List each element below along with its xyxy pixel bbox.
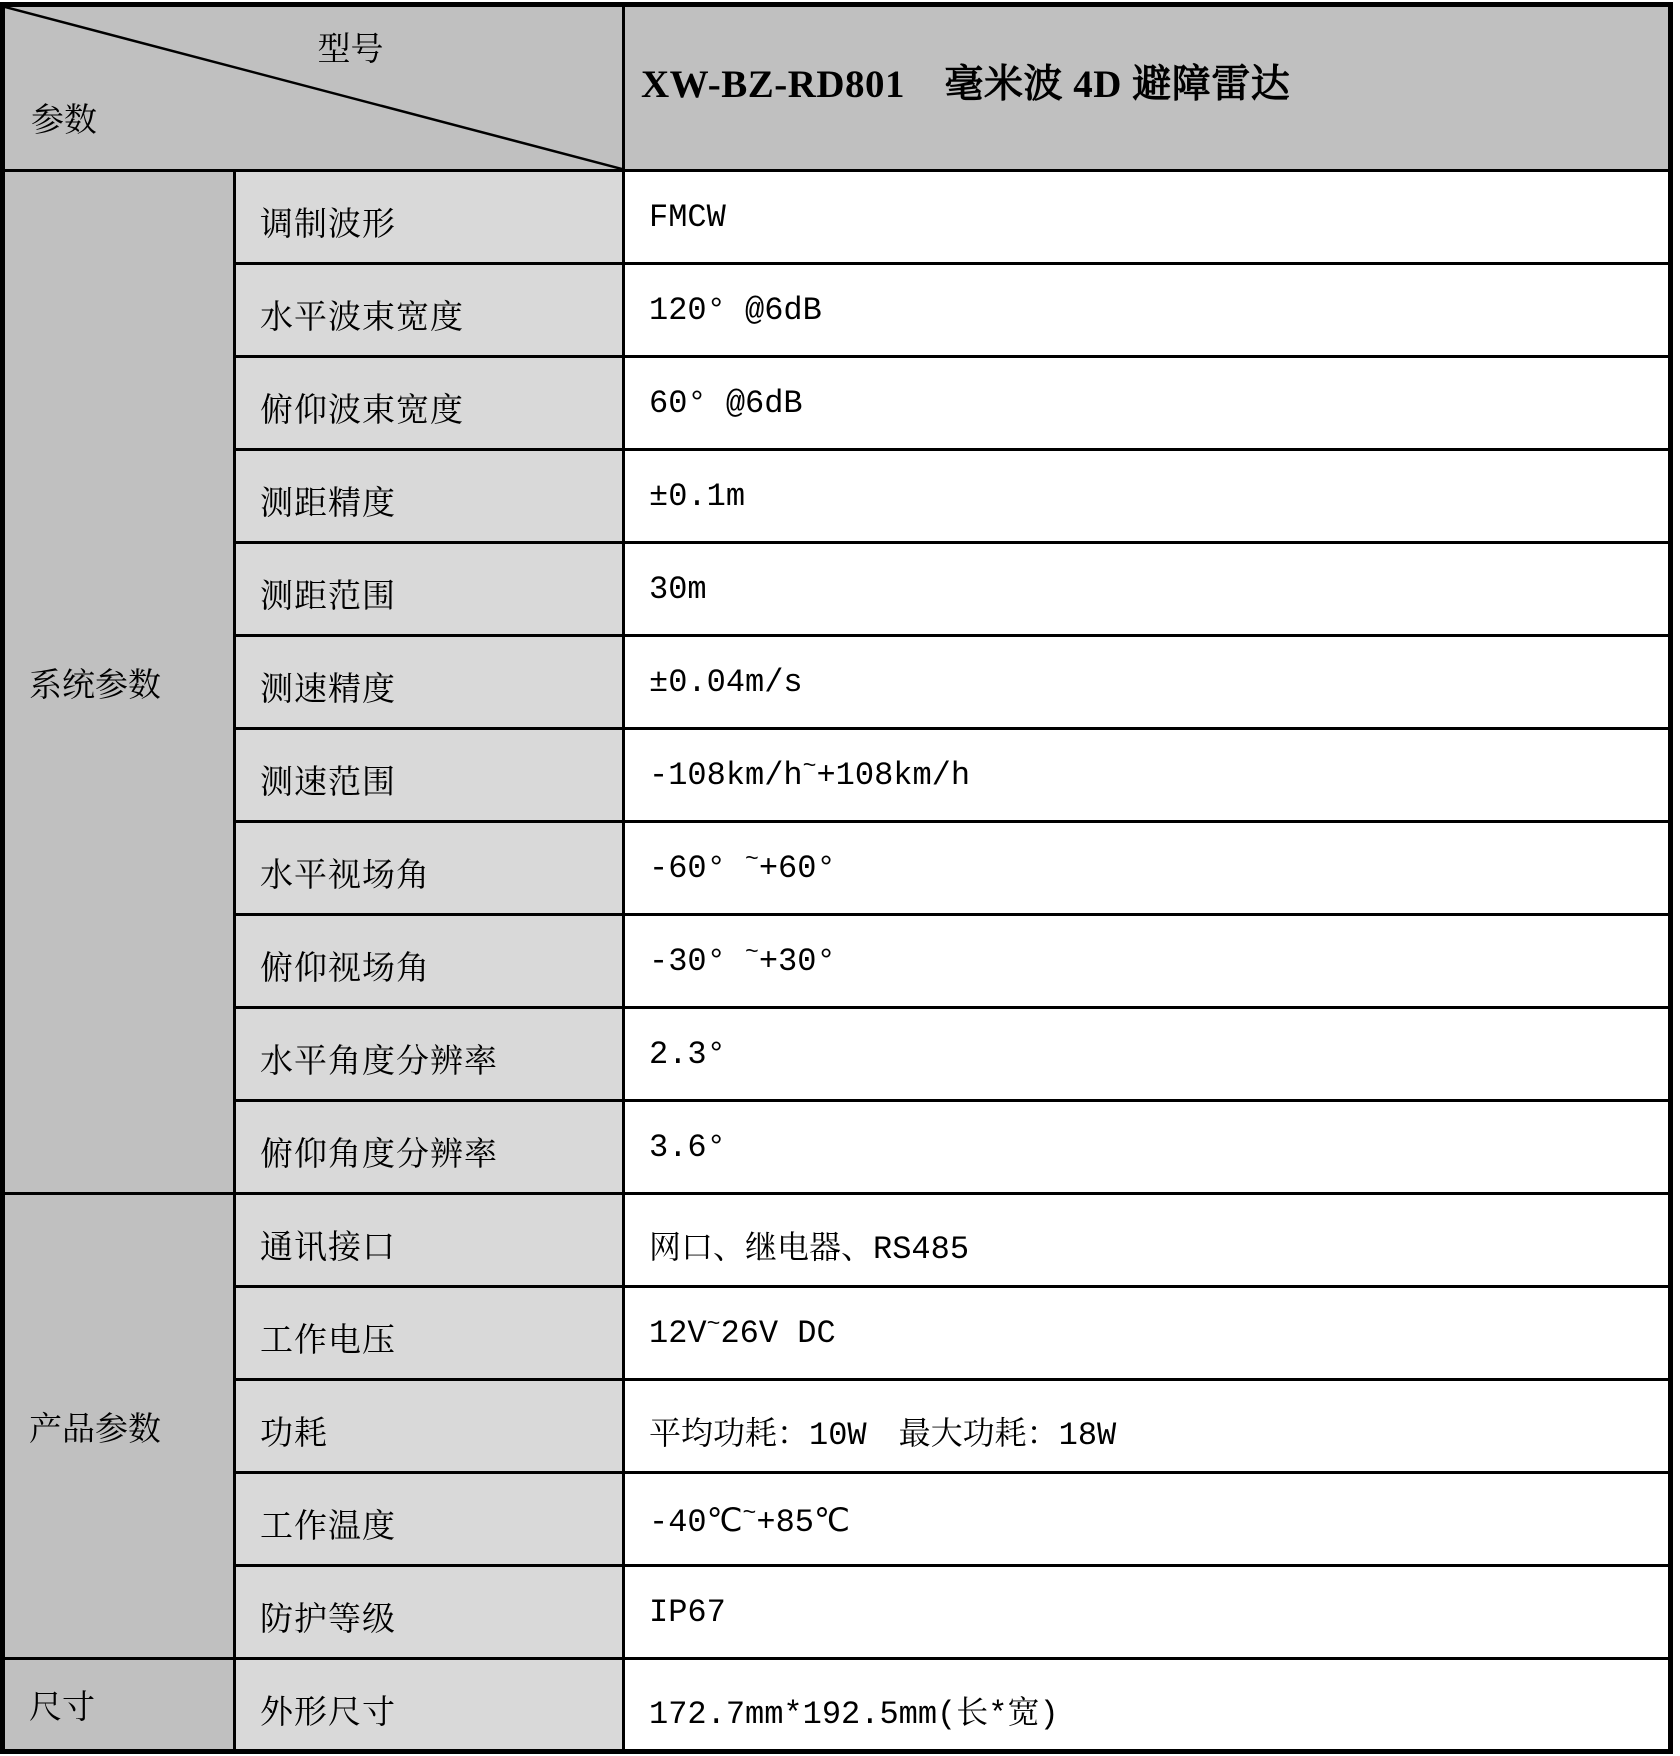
param-axis-label: 参数 (31, 103, 97, 139)
param-name-cell: 俯仰波束宽度 (235, 357, 624, 450)
group-cell-system-params: 系统参数 (3, 171, 235, 1194)
param-value-cell: ±0.04m/s (624, 636, 1671, 729)
param-value-cell: -40℃~+85℃ (624, 1473, 1671, 1566)
param-value-cell: 网口、继电器、RS485 (624, 1194, 1671, 1287)
table-row (3, 1008, 1671, 1101)
group-cell-product-params: 产品参数 (3, 1194, 235, 1659)
param-name-cell: 水平角度分辨率 (235, 1008, 624, 1101)
spec-table (0, 2, 1673, 1754)
param-value-cell: 172.7mm*192.5mm(长*宽) (624, 1659, 1671, 1752)
param-name-cell: 俯仰视场角 (235, 915, 624, 1008)
product-title: XW-BZ-RD801 毫米波 4D 避障雷达 (624, 5, 1671, 171)
table-row (3, 171, 1671, 264)
param-name-cell: 测距范围 (235, 543, 624, 636)
diagonal-header-cell (3, 5, 624, 171)
table-row (3, 822, 1671, 915)
header-row (3, 5, 1671, 171)
table-row (3, 1287, 1671, 1380)
table-row (3, 915, 1671, 1008)
param-name-cell: 通讯接口 (235, 1194, 624, 1287)
table-row (3, 1659, 1671, 1752)
table-row (3, 1473, 1671, 1566)
param-name-cell: 调制波形 (235, 171, 624, 264)
param-name-cell: 测速范围 (235, 729, 624, 822)
param-value-cell: 12V~26V DC (624, 1287, 1671, 1380)
param-name-cell: 工作电压 (235, 1287, 624, 1380)
table-row (3, 729, 1671, 822)
param-value-cell: 3.6° (624, 1101, 1671, 1194)
param-value-cell: ±0.1m (624, 450, 1671, 543)
param-name-cell: 水平波束宽度 (235, 264, 624, 357)
param-name-cell: 功耗 (235, 1380, 624, 1473)
param-value-cell: 2.3° (624, 1008, 1671, 1101)
param-value-cell: -60° ~+60° (624, 822, 1671, 915)
param-name-cell: 俯仰角度分辨率 (235, 1101, 624, 1194)
param-value-cell: IP67 (624, 1566, 1671, 1659)
diagonal-line (5, 7, 622, 169)
param-name-cell: 测距精度 (235, 450, 624, 543)
table-row (3, 1101, 1671, 1194)
param-name-cell: 水平视场角 (235, 822, 624, 915)
param-value-cell: FMCW (624, 171, 1671, 264)
param-value-cell: 120° @6dB (624, 264, 1671, 357)
param-name-cell: 测速精度 (235, 636, 624, 729)
table-row (3, 1380, 1671, 1473)
table-row (3, 450, 1671, 543)
param-value-cell: -30° ~+30° (624, 915, 1671, 1008)
table-row (3, 636, 1671, 729)
table-row (3, 357, 1671, 450)
table-row (3, 264, 1671, 357)
param-name-cell: 防护等级 (235, 1566, 624, 1659)
param-value-cell: -108km/h~+108km/h (624, 729, 1671, 822)
group-cell-dimensions: 尺寸 (3, 1659, 235, 1752)
param-value-cell: 60° @6dB (624, 357, 1671, 450)
table-row (3, 1566, 1671, 1659)
table-row (3, 1194, 1671, 1287)
param-value-cell: 平均功耗：10W 最大功耗：18W (624, 1380, 1671, 1473)
param-name-cell: 工作温度 (235, 1473, 624, 1566)
model-axis-label: 型号 (317, 32, 384, 68)
table-row (3, 543, 1671, 636)
param-name-cell: 外形尺寸 (235, 1659, 624, 1752)
param-value-cell: 30m (624, 543, 1671, 636)
